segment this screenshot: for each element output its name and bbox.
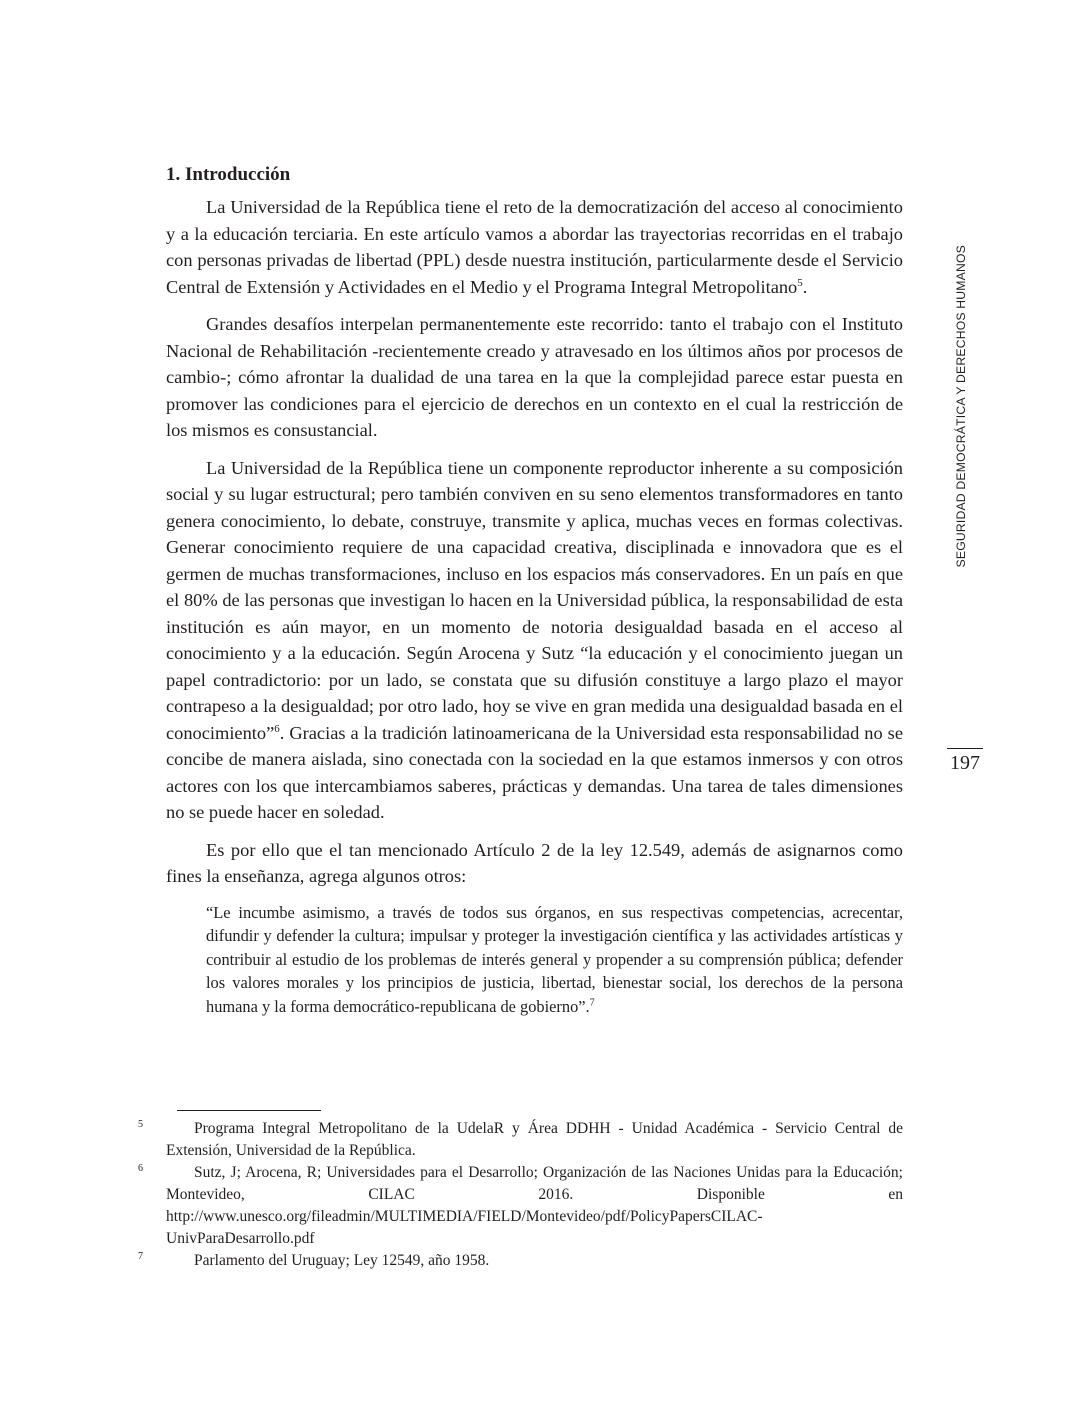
footnotes (138, 1118, 903, 1272)
footnote-ref-6[interactable]: 6 (274, 722, 280, 735)
paragraph-4: Es por ello que el tan mencionado Artículo 2 de la ley 12.549, además de asignarnos como fines la enseñanza, agrega algunos otros: (166, 839, 903, 886)
footnote-text: Parlamento del Uruguay; Ley 12549, año 1958. (194, 1252, 490, 1269)
paragraph-1-tail: . (802, 276, 808, 297)
paragraph-3-tail: . Gracias a la tradición latinoamericana de la Universidad esta responsabilidad no se concibe de manera aislada, sino conectada con la sociedad en la que estamos inmersos y con otros actores con los que intercambiamos saberes, prácticas y demandas. Una tarea de tales dimensiones no se puede hacer en soledad. (166, 722, 903, 822)
running-head-text: SEGURIDAD DEMOCRÁTICA Y DERECHOS HUMANOS (954, 244, 968, 568)
paragraph-3 (166, 455, 903, 826)
footnote-ref-7[interactable]: 7 (589, 997, 595, 1009)
body-text (166, 160, 903, 1018)
footnote-5 (138, 1118, 903, 1162)
paragraph-2: Grandes desafíos interpelan permanentemente este recorrido: tanto el trabajo con el Instituto Nacional de Rehabilitación -recientemente creado y atravesado en los últimos años por procesos de cambio-; cómo afrontar la dualidad de una tarea en la que la complejidad parece estar puesta en promover las condiciones para el ejercicio de derechos en un contexto en el cual la restricción de los mismos es consustancial. (166, 314, 903, 440)
footnote-text: Sutz, J; Arocena, R; Universidades para el Desarrollo; Organización de las Naciones Unidas para la Educación; Montevideo, CILAC 2016. Disponible en http://www.unesco.org/fileadmin/MULTIMEDIA/FIELD/Montevideo/pdf/PolicyPapersCILAC-UnivParaDesarrollo.pdf (166, 1164, 903, 1247)
footnote-number: 7 (138, 1251, 143, 1262)
footnote-6 (138, 1162, 903, 1250)
block-quote-text: “Le incumbe asimismo, a través de todos sus órganos, en sus respectivas competencias, acrecentar, difundir y defender la cultura; impulsar y proteger la investigación científica y las actividades artísticas y contribuir al estudio de los problemas de interés general y propender a su comprensión pública; defender los valores morales y los principios de justicia, libertad, bienestar social, los derechos de la persona humana y la forma democrático-republicana de gobierno”. (206, 902, 903, 1016)
page-number-rule (947, 748, 983, 749)
footnote-7 (138, 1250, 903, 1272)
page-number: 197 (950, 752, 980, 774)
footnote-text: Programa Integral Metropolitano de la UdelaR y Área DDHH - Unidad Académica - Servicio Central de Extensión, Universidad de la República. (166, 1120, 903, 1159)
footnote-number: 5 (138, 1119, 143, 1130)
footnote-ref-5[interactable]: 5 (797, 276, 803, 289)
block-quote (206, 901, 903, 1019)
paragraph-3-text: La Universidad de la República tiene un componente reproductor inherente a su composición social y su lugar estructural; pero también conviven en su seno elementos transformadores en tanto genera conocimiento, lo debate, construye, transmite y aplica, muchas veces en formas colectivas. Generar conocimiento requiere de una capacidad creativa, disciplinada e innovadora que es el germen de muchas transformaciones, incluso en los espacios más conservadores. En un país en que el 80% de las personas que investigan lo hacen en la Universidad pública, la responsabilidad de esta institución es aún mayor, en un momento de notoria desigualdad basada en el acceso al conocimiento y a la educación. Según Arocena y Sutz “la educación y el conocimiento juegan un papel contradictorio: por un lado, se constata que su difusión constituye a largo plazo el mayor contrapeso a la desigualdad; por otro lado, hoy se vive en gran medida una desigualdad basada en el conocimiento” (166, 457, 903, 743)
section-heading: 1. Introducción (166, 164, 291, 185)
paragraph-1-text: La Universidad de la República tiene el reto de la democratización del acceso al conocimiento y a la educación terciaria. En este artículo vamos a abordar las trayectorias recorridas en el trabajo con personas privadas de libertad (PPL) desde nuestra institución, particularmente desde el Servicio Central de Extensión y Actividades en el Medio y el Programa Integral Metropolitano (166, 197, 903, 297)
paragraph-1 (166, 194, 903, 300)
running-head (952, 244, 970, 568)
footnote-separator (177, 1110, 321, 1111)
footnote-number: 6 (138, 1163, 143, 1174)
